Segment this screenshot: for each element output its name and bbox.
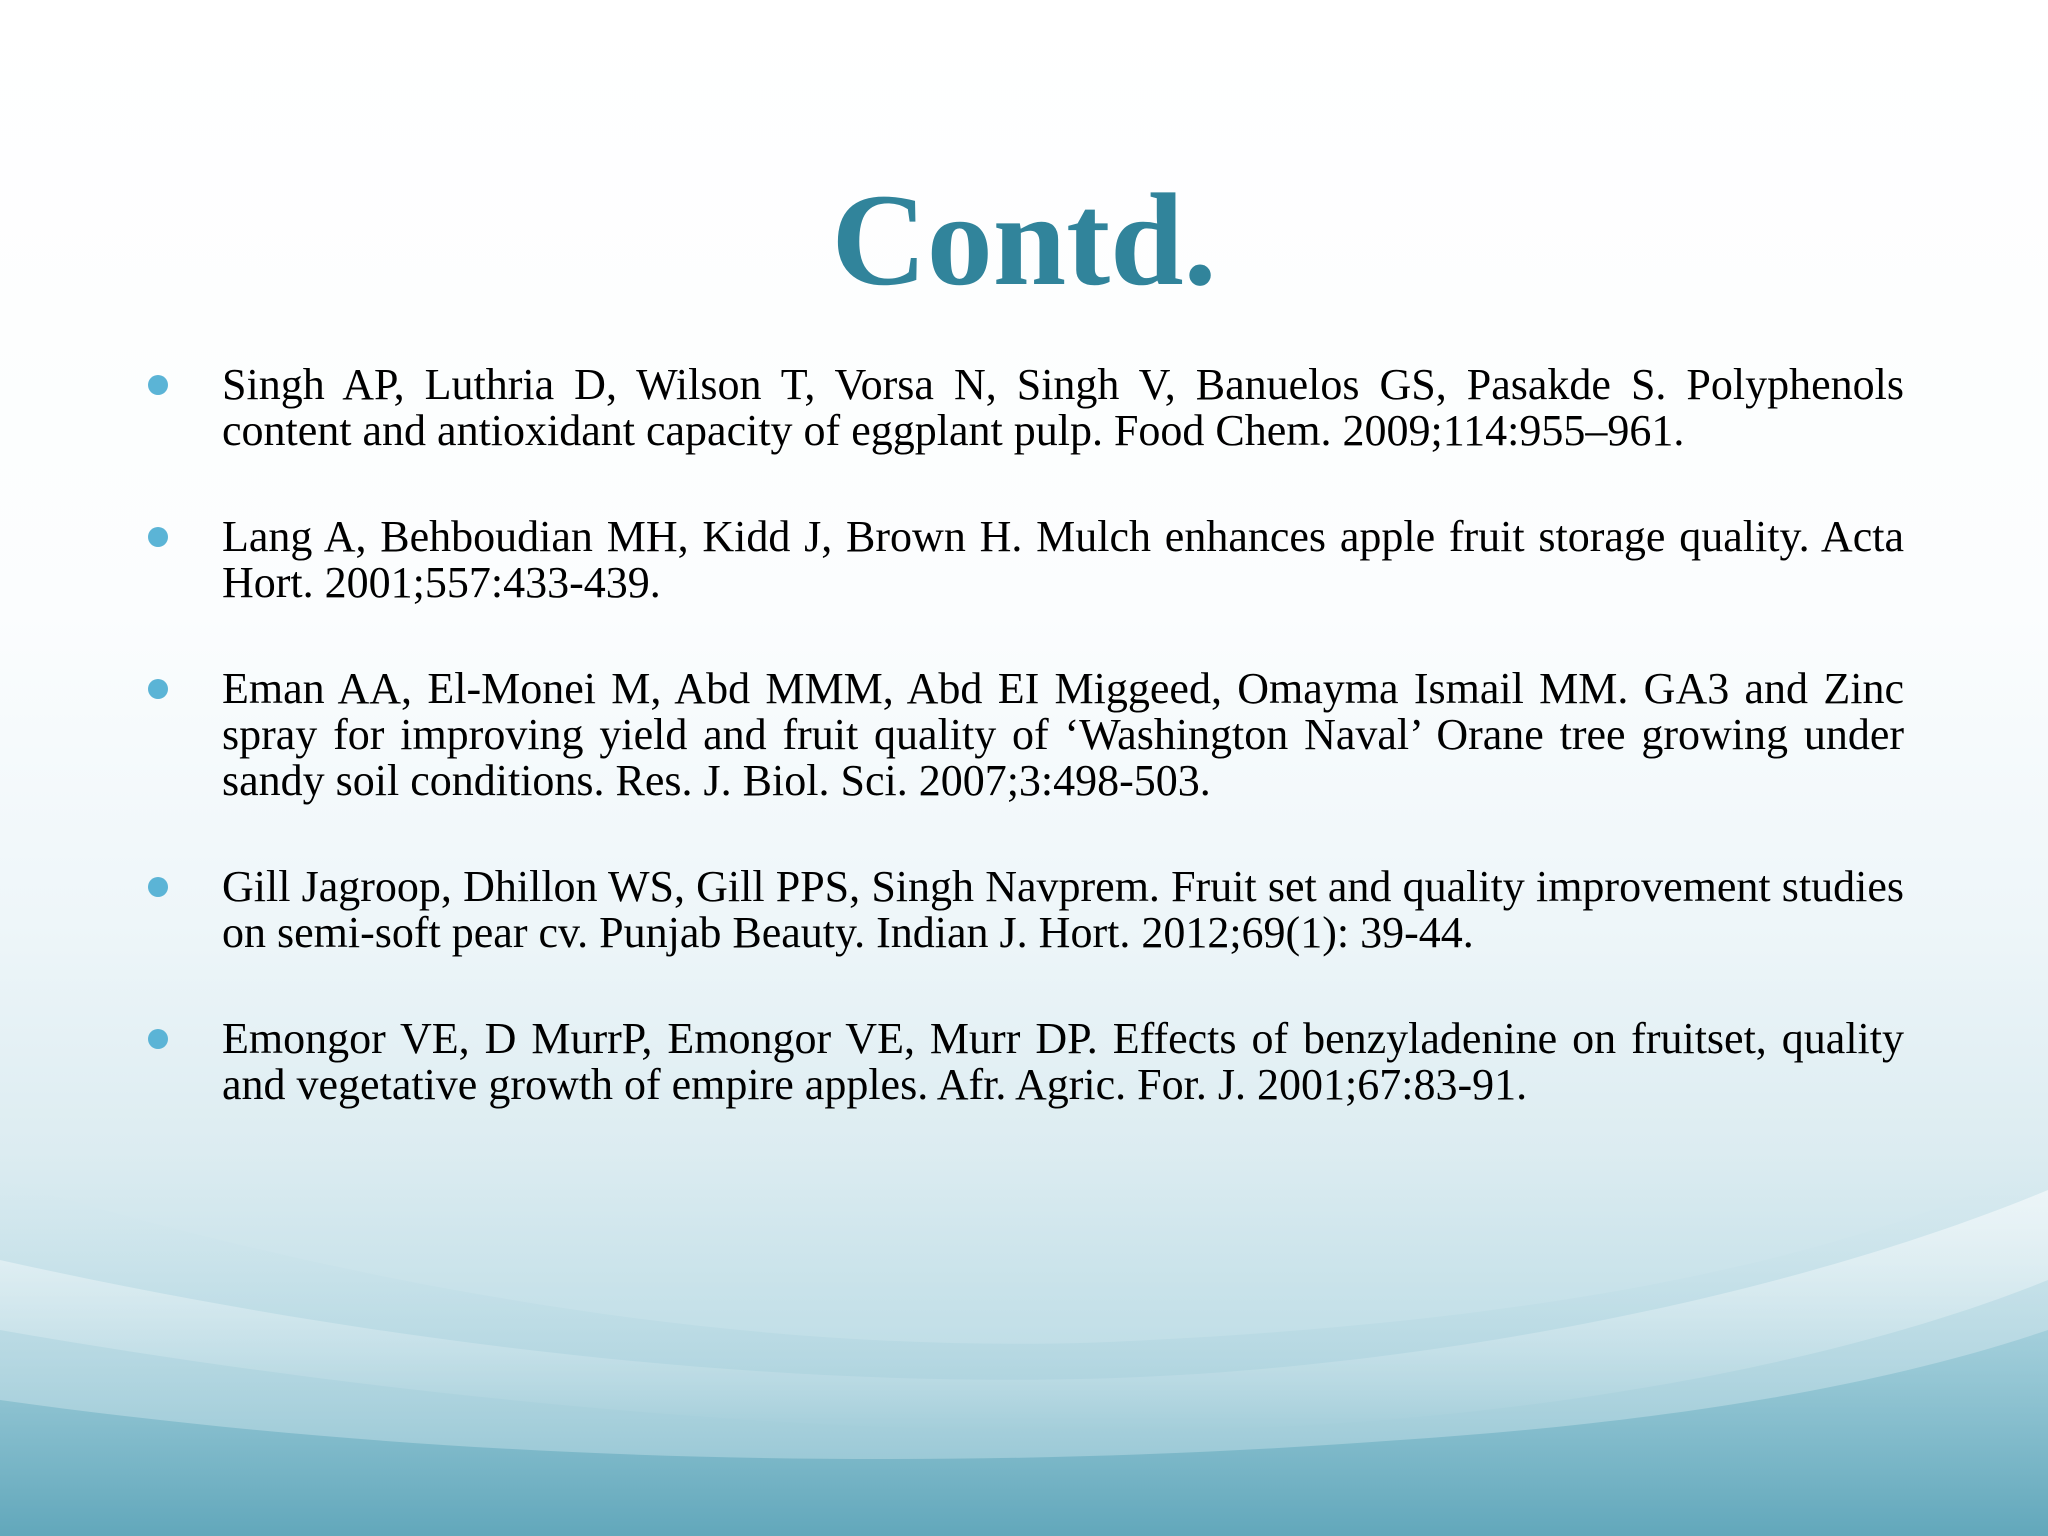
bullet-icon [148, 527, 168, 547]
reference-text: Lang A, Behboudian MH, Kidd J, Brown H. Mulch enhances apple fruit storage quality. Acta Hort. 2001;557:433-439. [222, 512, 1904, 607]
reference-item [148, 362, 1904, 454]
bullet-icon [148, 375, 168, 395]
reference-item [148, 514, 1904, 606]
reference-text: Eman AA, El-Monei M, Abd MMM, Abd EI Miggeed, Omayma Ismail MM. GA3 and Zinc spray for improving yield and fruit quality of ‘Washington Naval’ Orane tree growing under sandy soil conditions. Res. J. Biol. Sci. 2007;3:498-503. [222, 664, 1904, 805]
slide-title: Contd. [831, 166, 1217, 313]
reference-list [148, 362, 1904, 1168]
reference-text: Gill Jagroop, Dhillon WS, Gill PPS, Singh Navprem. Fruit set and quality improvement studies on semi-soft pear cv. Punjab Beauty. Indian J. Hort. 2012;69(1): 39-44. [222, 862, 1904, 957]
reference-item [148, 666, 1904, 804]
bullet-icon [148, 679, 168, 699]
reference-item [148, 864, 1904, 956]
bullet-icon [148, 1029, 168, 1049]
reference-item [148, 1016, 1904, 1108]
reference-text: Singh AP, Luthria D, Wilson T, Vorsa N, Singh V, Banuelos GS, Pasakde S. Polyphenols content and antioxidant capacity of eggplant pulp. Food Chem. 2009;114:955–961. [222, 360, 1904, 455]
reference-text: Emongor VE, D MurrP, Emongor VE, Murr DP. Effects of benzyladenine on fruitset, quality and vegetative growth of empire apples. Afr. Agric. For. J. 2001;67:83-91. [222, 1014, 1904, 1109]
bullet-icon [148, 877, 168, 897]
